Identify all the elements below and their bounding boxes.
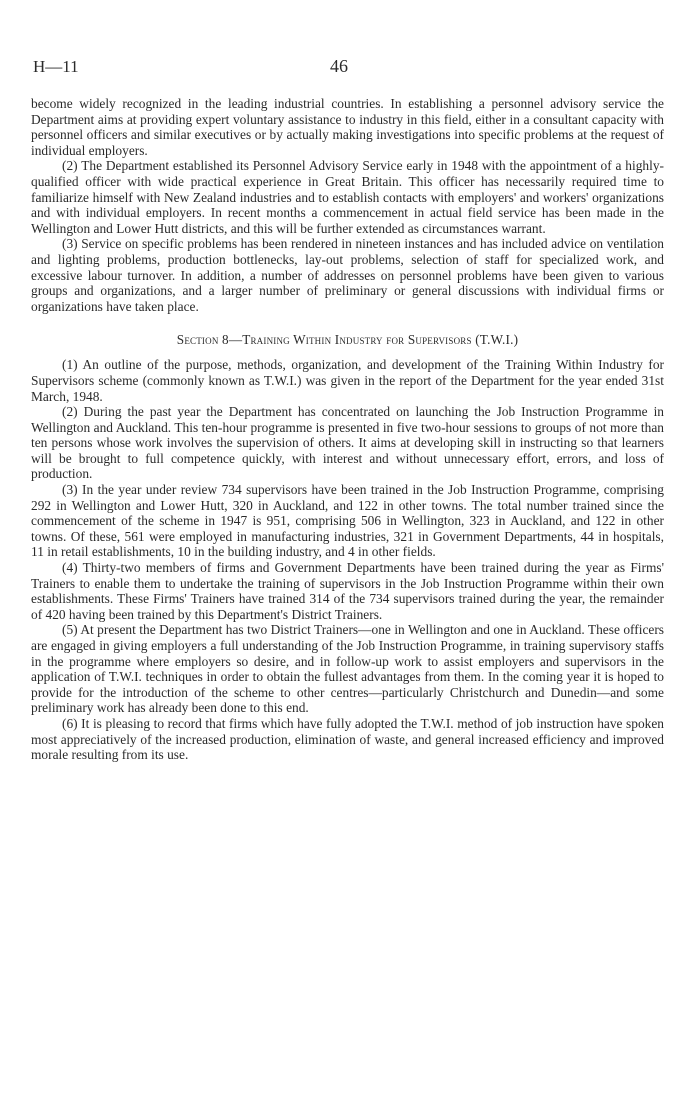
report-code: H—11 — [33, 57, 79, 76]
page-header — [31, 52, 664, 78]
paragraph-personnel-advisory-continued: become widely recognized in the leading industrial countries. In establishing a personnel advisory service the Department aims at providing expert voluntary assistance to industry in this field, either in a consultant capacity with personnel officers and similar executives or by actually making investigations into specific problems at the request of individual employers. — [31, 96, 664, 158]
paragraph-twi-3: (3) In the year under review 734 supervisors have been trained in the Job Instruction Programme, comprising 292 in Wellington and Lower Hutt, 320 in Auckland, and 122 in other towns. The total number trained since the commencement of the scheme in 1947 is 951, comprising 506 in Wellington, 323 in Auckland, and 122 in other towns. Of these, 561 were employed in manufacturing industries, 321 in Government Departments, 44 in hospitals, 11 in retail establishments, 10 in the building industry, and 4 in other fields. — [31, 482, 664, 560]
paragraph-twi-5: (5) At present the Department has two District Trainers—one in Wellington and one in Auckland. These officers are engaged in giving employers a full understanding of the Job Instruction Programme, in training supervisory staffs in the programme where employers so desire, and in follow-up work to assist employers and supervisors in the application of T.W.I. techniques in order to obtain the fullest advantages from them. In the coming year it is hoped to provide for the introduction of the scheme to other centres—particularly Christchurch and Dunedin—and some preliminary work has already been done to this end. — [31, 622, 664, 716]
paragraph-twi-6: (6) It is pleasing to record that firms which have fully adopted the T.W.I. method of job instruction have spoken most appreciatively of the increased production, elimination of waste, and general increased efficiency and improved morale resulting from its use. — [31, 715, 664, 763]
section-heading — [31, 332, 664, 347]
paragraph-twi-2: (2) During the past year the Department has concentrated on launching the Job Instruction Programme in Wellington and Auckland. This ten-hour programme is presented in five two-hour sessions to groups of not more than ten persons whose work involves the supervision of others. It aims at developing skill in instructing so that learners will be brought to full competence quickly, with interest and without unnecessary effort, errors, and loss of production. — [31, 404, 664, 482]
paragraph-twi-4: (4) Thirty-two members of firms and Government Departments have been trained during the year as Firms' Trainers to enable them to undertake the training of supervisors in the Job Instruction Programme within their own establishments. These Firms' Trainers have trained 314 of the 734 supervisors trained during the year, the remainder of 420 having been trained by this Department's District Trainers. — [31, 560, 664, 622]
paragraph-twi-1: (1) An outline of the purpose, methods, organization, and development of the Training Within Industry for Supervisors scheme (commonly known as T.W.I.) was given in the report of the Department for the year ended 31st March, 1948. — [31, 357, 664, 404]
paragraph-personnel-advisory-2: (2) The Department established its Personnel Advisory Service early in 1948 with the appointment of a highly-qualified officer with wide practical experience in Great Britain. This officer has necessarily required time to familiarize himself with New Zealand industries and to establish contacts with employers' and workers' organizations and with individual employers. In recent months a commencement in actual field service has been made in the Wellington and Lower Hutt districts, and this will be further extended as circumstances warrant. — [31, 158, 664, 236]
page-number: 46 — [330, 56, 348, 76]
section-heading-suffix: (T.W.I.) — [471, 332, 519, 348]
paragraph-personnel-advisory-3: (3) Service on specific problems has been rendered in nineteen instances and has included advice on ventilation and lighting problems, production bottlenecks, lay-out problems, selection of staff for specialized work, and excessive labour turnover. In addition, a number of addresses on personnel problems have been given to various groups and organizations, and a larger number of preliminary or general discussions with individual firms or organizations have taken place. — [31, 236, 664, 314]
body-text — [31, 96, 664, 763]
section-heading-prefix: Section 8— — [176, 332, 243, 348]
section-heading-title: Training Within Industry for Supervisors — [242, 332, 472, 348]
